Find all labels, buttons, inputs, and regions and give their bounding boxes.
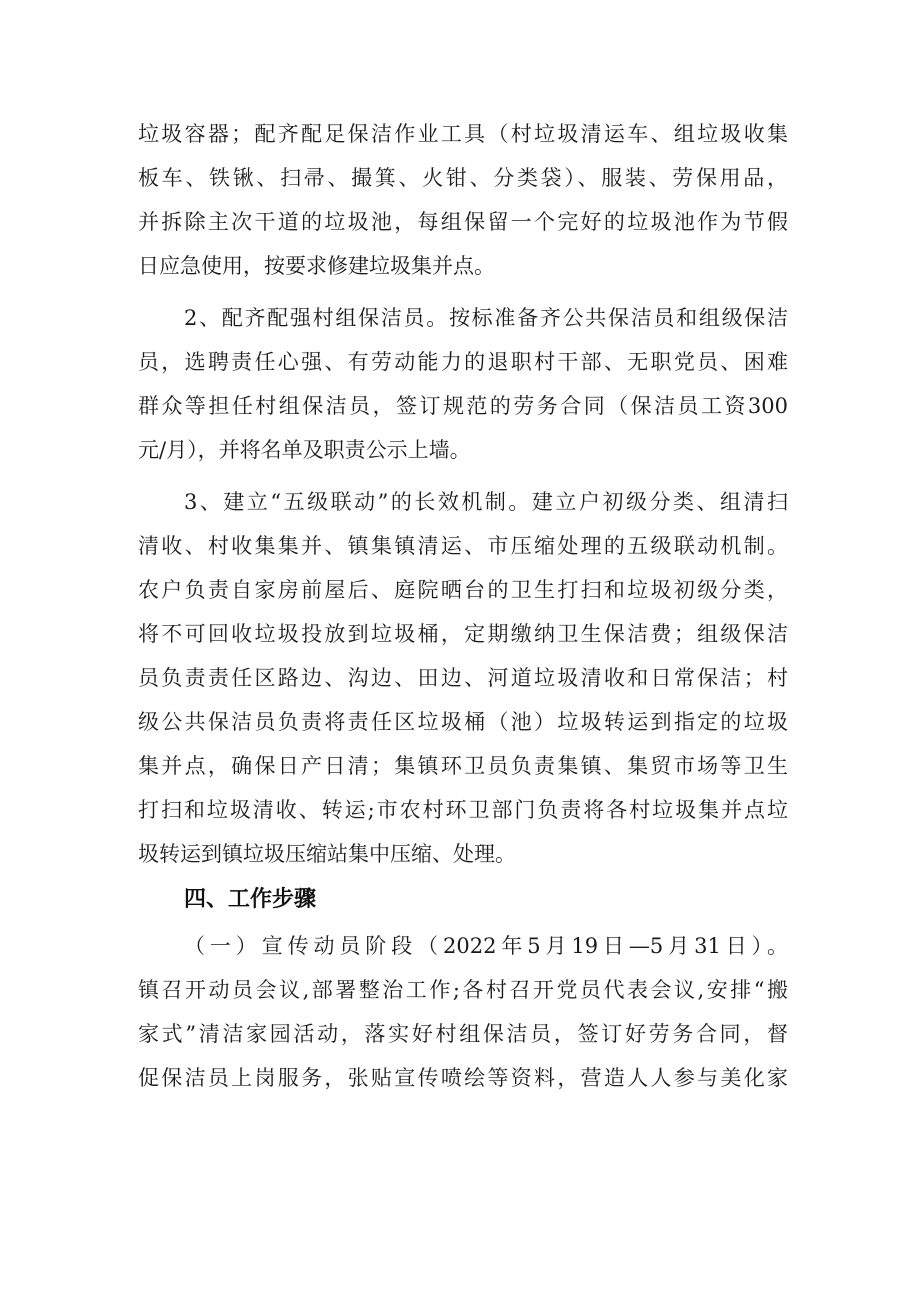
text-line: 清收、村收集集并、镇集镇清运、市压缩处理的五级联动机制。: [138, 534, 788, 558]
text-line: 农户负责自家房前屋后、庭院晒台的卫生打扫和垃圾初级分类，: [138, 578, 788, 602]
text-line: 群众等担任村组保洁员，签订规范的劳务合同（保洁员工资300: [138, 394, 788, 418]
text-line: 镇召开动员会议,部署整治工作;各村召开党员代表会议,安排“搬: [138, 978, 788, 1002]
text-line: （一）宣传动员阶段（2022年5月19日—5月31日）。: [184, 934, 788, 958]
paragraph-gap: [138, 472, 788, 480]
text-line: 将不可回收垃圾投放到垃圾桶，定期缴纳卫生保洁费；组级保洁: [138, 622, 788, 646]
paragraph-steps: [138, 924, 788, 1100]
text-line: 3、建立“五级联动”的长效机制。建立户初级分类、组清扫: [184, 490, 788, 514]
paragraph-mechanism: [138, 480, 788, 876]
text-line: 集并点，确保日产日清；集镇环卫员负责集镇、集贸市场等卫生: [138, 754, 788, 778]
text-line: 2、配齐配强村组保洁员。按标准备齐公共保洁员和组级保洁: [184, 306, 788, 330]
document-body: [138, 112, 788, 1100]
section-heading: 四、工作步骤: [184, 887, 317, 912]
text-line: 圾转运到镇垃圾压缩站集中压缩、处理。: [138, 842, 516, 866]
paragraph-containers: [138, 112, 788, 288]
text-line: 日应急使用，按要求修建垃圾集并点。: [138, 254, 495, 278]
text-line: 员负责责任区路边、沟边、田边、河道垃圾清收和日常保洁；村: [138, 666, 788, 690]
paragraph-gap: [138, 288, 788, 296]
text-line: 促保洁员上岗服务，张贴宣传喷绘等资料，营造人人参与美化家: [138, 1066, 788, 1090]
text-line: 板车、铁锹、扫帚、撮箕、火钳、分类袋）、服装、劳保用品，: [138, 166, 788, 190]
text-line: 并拆除主次干道的垃圾池，每组保留一个完好的垃圾池作为节假: [138, 210, 788, 234]
text-line: 员，选聘责任心强、有劳动能力的退职村干部、无职党员、困难: [138, 350, 788, 374]
text-line: 元/月），并将名单及职责公示上墙。: [138, 438, 471, 462]
text-line: 打扫和垃圾清收、转运;市农村环卫部门负责将各村垃圾集并点垃: [138, 798, 788, 822]
text-line: 家式”清洁家园活动，落实好村组保洁员，签订好劳务合同，督: [138, 1022, 788, 1046]
paragraph-cleaners: [138, 296, 788, 472]
text-line: 垃圾容器；配齐配足保洁作业工具（村垃圾清运车、组垃圾收集: [138, 122, 788, 146]
text-line: 级公共保洁员负责将责任区垃圾桶（池）垃圾转运到指定的垃圾: [138, 710, 788, 734]
